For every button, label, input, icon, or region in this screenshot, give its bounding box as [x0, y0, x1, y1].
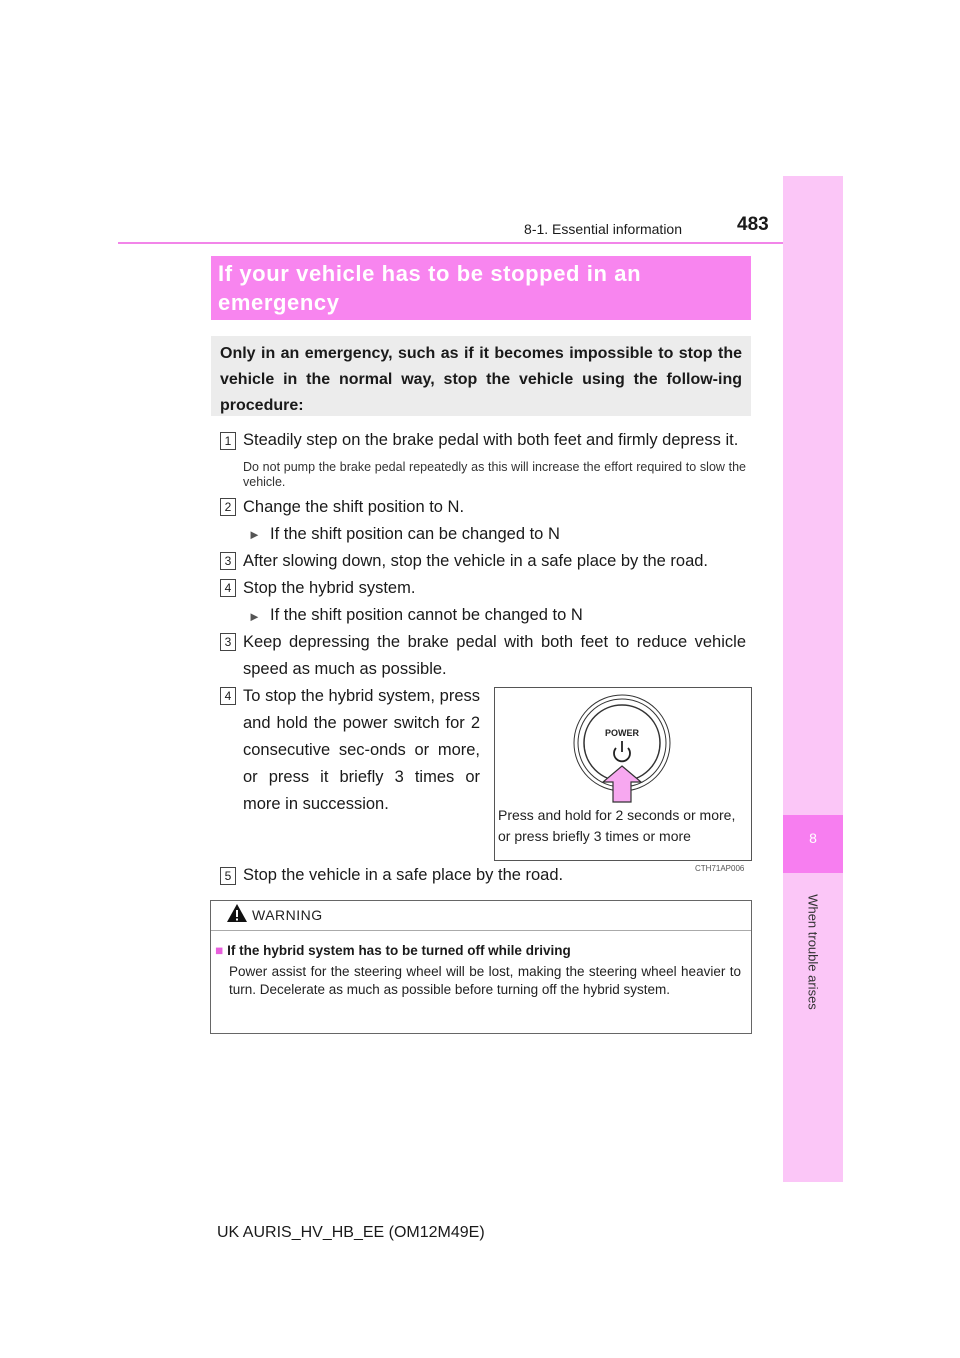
chapter-label: When trouble arises	[805, 894, 821, 1010]
step-note: Do not pump the brake pedal repeatedly as this will increase the effort required to slow the vehicle.	[243, 460, 746, 489]
branch-heading: If the shift position can be changed to N	[270, 525, 560, 543]
page-heading	[218, 259, 738, 317]
figure-code: CTH71AP006	[695, 864, 745, 873]
step-text: Stop the hybrid system.	[243, 579, 416, 597]
step-number: 3	[220, 633, 236, 651]
warning-label: WARNING	[252, 907, 323, 923]
warning-subheading	[215, 943, 571, 958]
warning-triangle-icon	[226, 903, 248, 923]
step-text: Keep depressing the brake pedal with both feet to reduce vehicle speed as much as possible.	[243, 633, 746, 678]
branch-arrow-icon: ►	[248, 609, 261, 624]
heading-line-1: If your vehicle has to be stopped in an	[218, 261, 642, 286]
step-number: 5	[220, 867, 236, 885]
header-rule	[118, 242, 783, 244]
step-text: Stop the vehicle in a safe place by the road.	[243, 866, 564, 884]
step-number: 2	[220, 498, 236, 516]
figure-caption: Press and hold for 2 seconds or more, or press briefly 3 times or more	[498, 807, 736, 844]
footer-model-code: UK AURIS_HV_HB_EE (OM12M49E)	[217, 1224, 485, 1241]
step-text: Change the shift position to N.	[243, 498, 465, 516]
warning-header-rule	[211, 930, 751, 931]
step-number: 1	[220, 432, 236, 450]
chapter-side-tab	[783, 176, 843, 1182]
step-number: 4	[220, 687, 236, 705]
step-text: To stop the hybrid system, press and hold the power switch for 2 consecutive sec-onds or more, or press it briefly 3 times or more in succession.	[243, 687, 480, 813]
power-label: POWER	[604, 728, 640, 738]
branch-arrow-icon: ►	[248, 527, 261, 542]
page-number: 483	[737, 214, 769, 235]
warning-body: Power assist for the steering wheel will be lost, making the steering wheel heavier to turn. Decelerate as much as possible before turning off the hybrid system.	[229, 964, 741, 997]
warning-subheading-text: If the hybrid system has to be turned off while driving	[227, 943, 571, 958]
step-text: After slowing down, stop the vehicle in a safe place by the road.	[243, 552, 709, 570]
step-text: Steadily step on the brake pedal with both feet and firmly depress it.	[243, 431, 739, 449]
step-number: 4	[220, 579, 236, 597]
step-number: 3	[220, 552, 236, 570]
heading-line-2: emergency	[218, 290, 340, 315]
chapter-number: 8	[809, 830, 817, 846]
bullet-square-icon: ■	[215, 943, 224, 958]
branch-heading: If the shift position cannot be changed to N	[270, 606, 583, 624]
intro-text: Only in an emergency, such as if it becomes impossible to stop the vehicle in the normal way, stop the vehicle using the follow-ing procedure:	[220, 345, 742, 414]
section-title: 8-1. Essential information	[524, 221, 682, 237]
